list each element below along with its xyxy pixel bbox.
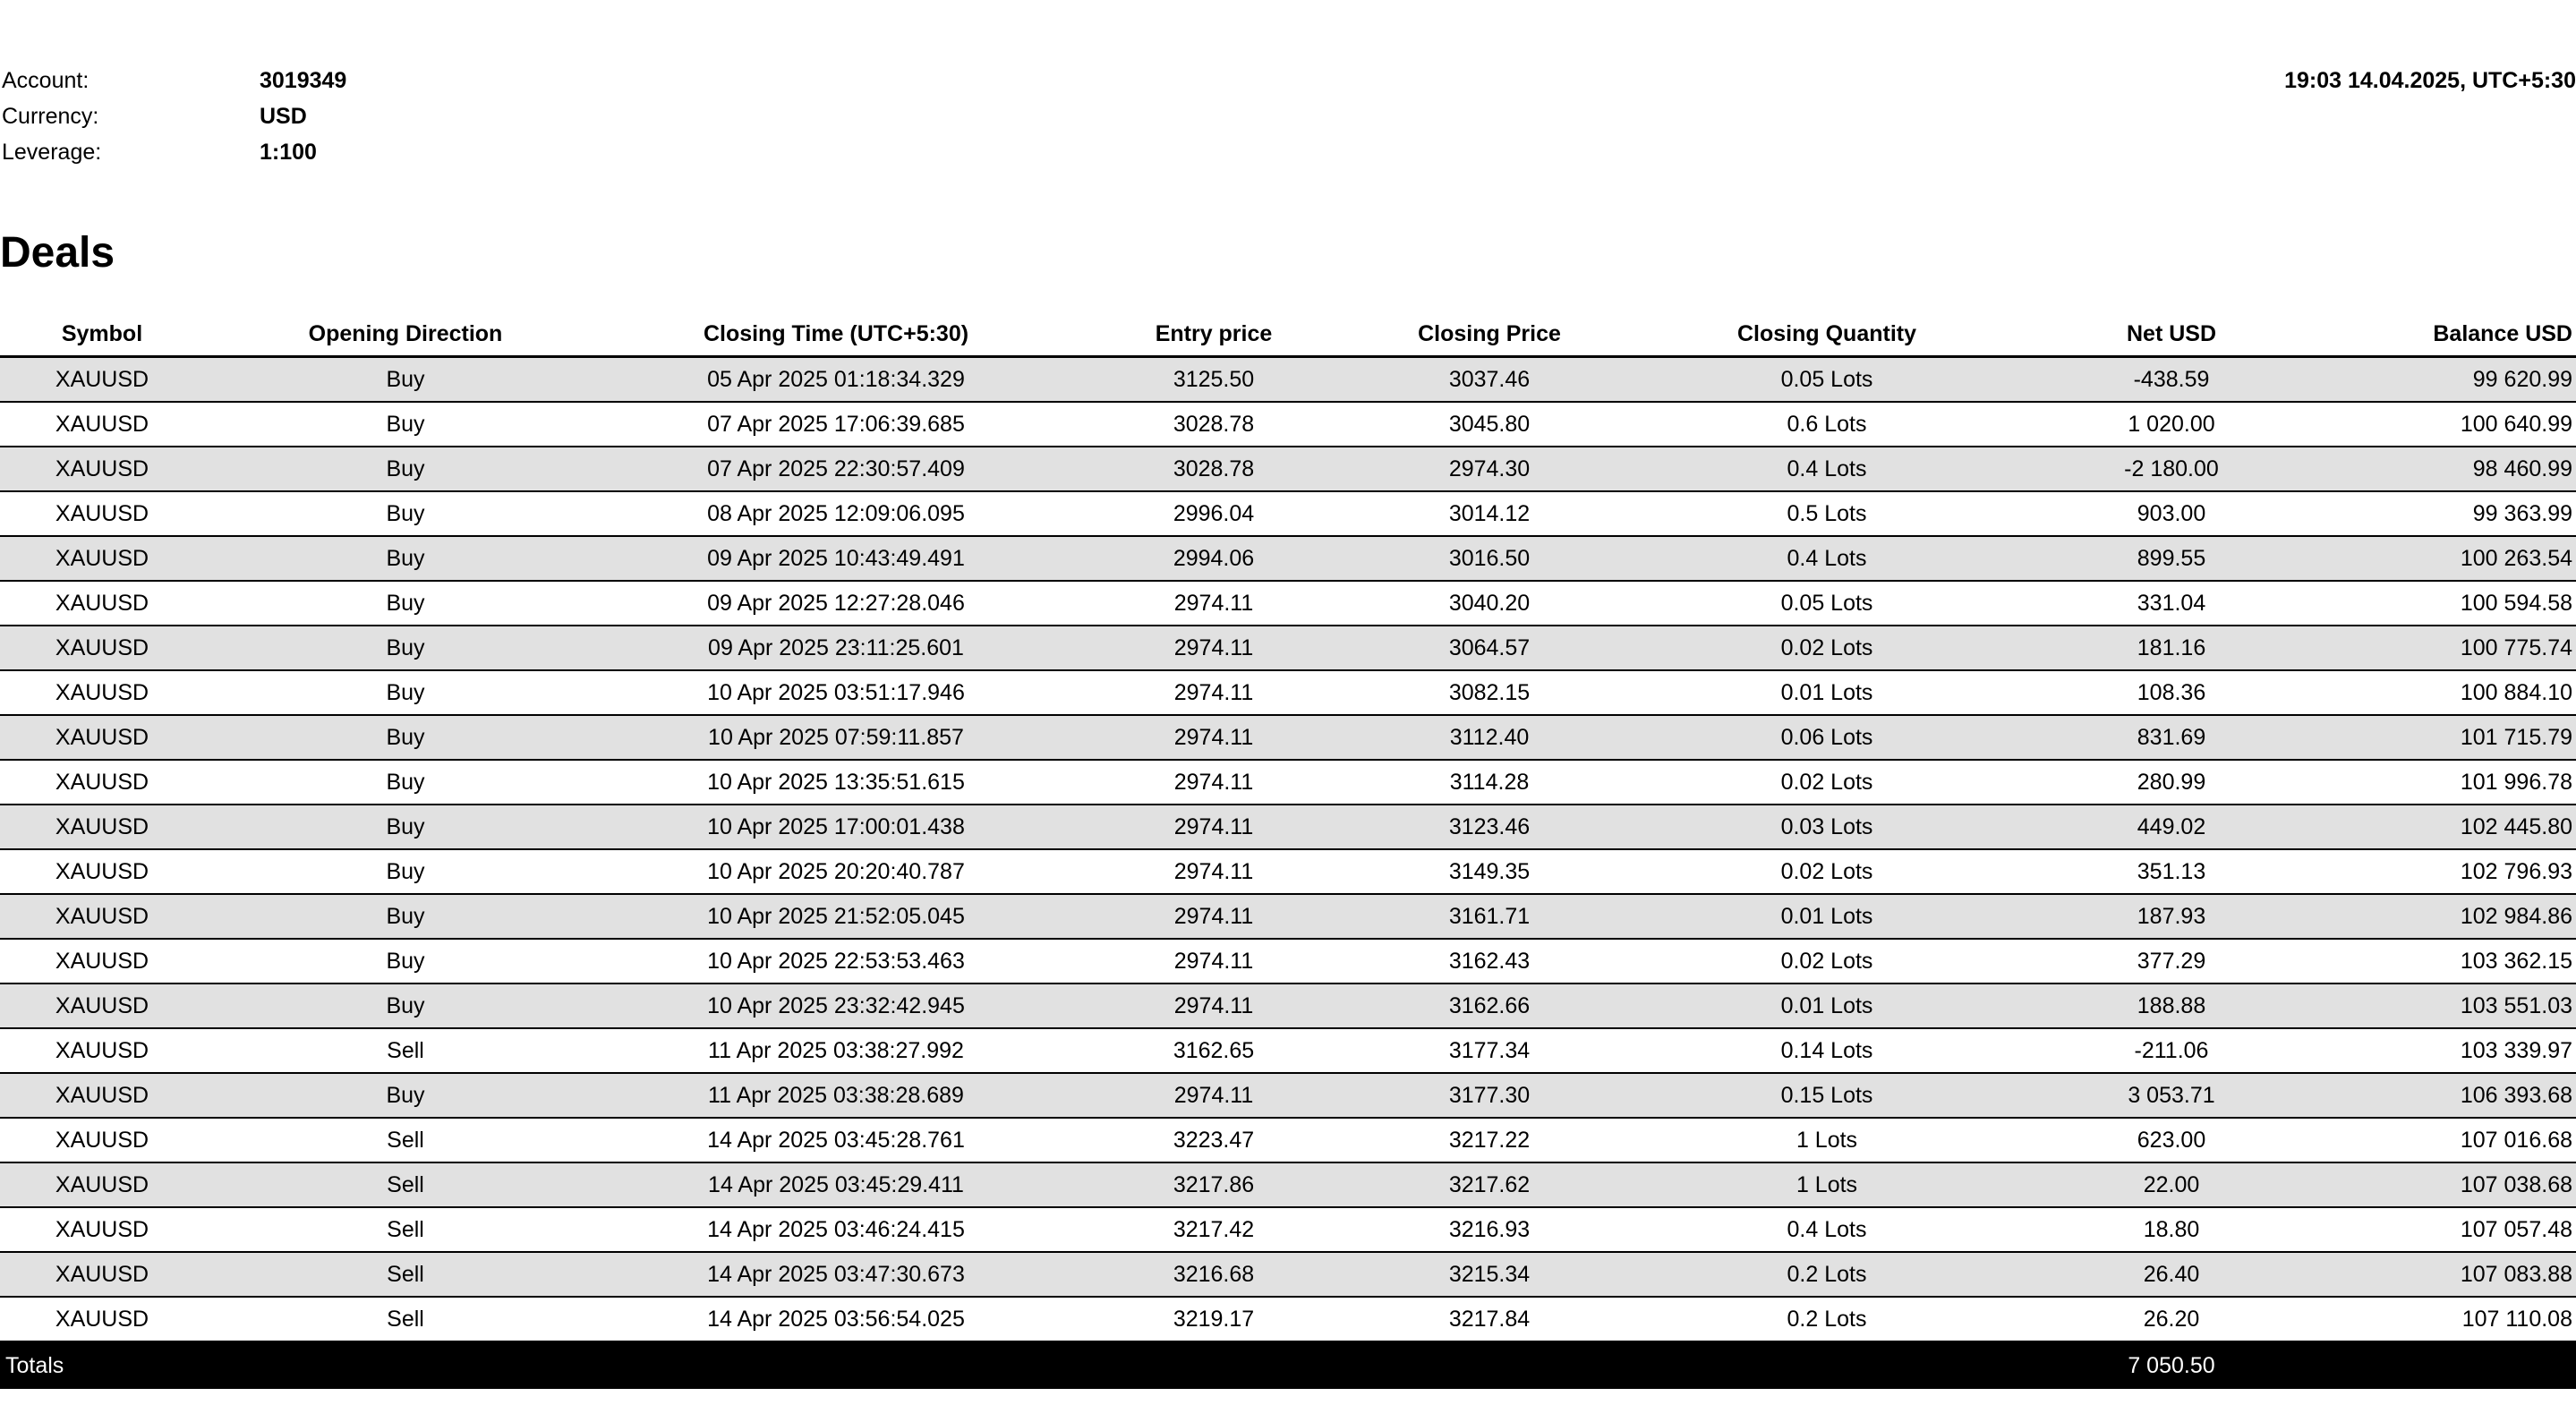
cell-balance-usd: 107 083.88 xyxy=(2306,1252,2576,1297)
cell-net-usd: 449.02 xyxy=(2037,805,2306,849)
cell-closing-price: 3014.12 xyxy=(1362,491,1616,536)
cell-closing-quantity: 0.4 Lots xyxy=(1616,1207,2037,1252)
table-row xyxy=(0,1252,2576,1297)
totals-empty-cell xyxy=(1616,1341,2037,1389)
cell-balance-usd: 103 551.03 xyxy=(2306,984,2576,1028)
cell-closing-price: 3123.46 xyxy=(1362,805,1616,849)
cell-opening-direction: Buy xyxy=(204,626,607,670)
cell-closing-price: 3217.84 xyxy=(1362,1297,1616,1341)
table-row xyxy=(0,1073,2576,1118)
cell-closing-time: 10 Apr 2025 21:52:05.045 xyxy=(607,894,1065,939)
cell-balance-usd: 99 620.99 xyxy=(2306,357,2576,403)
cell-entry-price: 2974.11 xyxy=(1065,849,1362,894)
cell-opening-direction: Buy xyxy=(204,402,607,447)
cell-net-usd: 1 020.00 xyxy=(2037,402,2306,447)
cell-balance-usd: 107 016.68 xyxy=(2306,1118,2576,1162)
account-info-header xyxy=(0,63,2576,170)
cell-closing-time: 10 Apr 2025 13:35:51.615 xyxy=(607,760,1065,805)
cell-entry-price: 2996.04 xyxy=(1065,491,1362,536)
column-header-symbol: Symbol xyxy=(0,313,204,357)
cell-opening-direction: Buy xyxy=(204,894,607,939)
table-row xyxy=(0,536,2576,581)
column-header-closing-time: Closing Time (UTC+5:30) xyxy=(607,313,1065,357)
cell-closing-time: 11 Apr 2025 03:38:27.992 xyxy=(607,1028,1065,1073)
cell-closing-quantity: 0.15 Lots xyxy=(1616,1073,2037,1118)
deals-table-body xyxy=(0,357,2576,1342)
table-row xyxy=(0,939,2576,984)
cell-closing-price: 3112.40 xyxy=(1362,715,1616,760)
cell-opening-direction: Buy xyxy=(204,715,607,760)
cell-closing-price: 3162.66 xyxy=(1362,984,1616,1028)
cell-entry-price: 2974.11 xyxy=(1065,626,1362,670)
section-title: Deals xyxy=(0,229,115,277)
cell-net-usd: 187.93 xyxy=(2037,894,2306,939)
cell-closing-time: 11 Apr 2025 03:38:28.689 xyxy=(607,1073,1065,1118)
cell-opening-direction: Sell xyxy=(204,1252,607,1297)
cell-symbol: XAUUSD xyxy=(0,1073,204,1118)
cell-closing-quantity: 0.02 Lots xyxy=(1616,939,2037,984)
cell-closing-time: 10 Apr 2025 07:59:11.857 xyxy=(607,715,1065,760)
cell-closing-time: 14 Apr 2025 03:45:29.411 xyxy=(607,1162,1065,1207)
cell-net-usd: 903.00 xyxy=(2037,491,2306,536)
cell-closing-price: 3215.34 xyxy=(1362,1252,1616,1297)
column-header-closing-price: Closing Price xyxy=(1362,313,1616,357)
column-header-entry-price: Entry price xyxy=(1065,313,1362,357)
cell-symbol: XAUUSD xyxy=(0,939,204,984)
cell-closing-price: 3177.34 xyxy=(1362,1028,1616,1073)
cell-symbol: XAUUSD xyxy=(0,805,204,849)
cell-opening-direction: Buy xyxy=(204,581,607,626)
cell-net-usd: -438.59 xyxy=(2037,357,2306,403)
column-header-closing-quantity: Closing Quantity xyxy=(1616,313,2037,357)
cell-entry-price: 3028.78 xyxy=(1065,447,1362,491)
cell-symbol: XAUUSD xyxy=(0,1118,204,1162)
table-row xyxy=(0,760,2576,805)
cell-symbol: XAUUSD xyxy=(0,581,204,626)
cell-net-usd: 623.00 xyxy=(2037,1118,2306,1162)
cell-net-usd: -2 180.00 xyxy=(2037,447,2306,491)
cell-symbol: XAUUSD xyxy=(0,1297,204,1341)
cell-entry-price: 2974.11 xyxy=(1065,1073,1362,1118)
cell-closing-time: 07 Apr 2025 17:06:39.685 xyxy=(607,402,1065,447)
cell-balance-usd: 102 984.86 xyxy=(2306,894,2576,939)
cell-closing-quantity: 0.2 Lots xyxy=(1616,1297,2037,1341)
cell-net-usd: 22.00 xyxy=(2037,1162,2306,1207)
leverage-value: 1:100 xyxy=(260,140,317,165)
cell-closing-quantity: 0.02 Lots xyxy=(1616,849,2037,894)
cell-balance-usd: 107 057.48 xyxy=(2306,1207,2576,1252)
cell-symbol: XAUUSD xyxy=(0,984,204,1028)
cell-opening-direction: Sell xyxy=(204,1207,607,1252)
table-header-row xyxy=(0,313,2576,357)
table-row xyxy=(0,1207,2576,1252)
cell-opening-direction: Buy xyxy=(204,939,607,984)
cell-net-usd: 26.20 xyxy=(2037,1297,2306,1341)
cell-entry-price: 3216.68 xyxy=(1065,1252,1362,1297)
table-row xyxy=(0,581,2576,626)
cell-balance-usd: 98 460.99 xyxy=(2306,447,2576,491)
cell-opening-direction: Sell xyxy=(204,1162,607,1207)
cell-balance-usd: 101 996.78 xyxy=(2306,760,2576,805)
cell-closing-time: 14 Apr 2025 03:46:24.415 xyxy=(607,1207,1065,1252)
table-row xyxy=(0,1297,2576,1341)
cell-closing-price: 3217.62 xyxy=(1362,1162,1616,1207)
cell-closing-price: 3217.22 xyxy=(1362,1118,1616,1162)
cell-closing-quantity: 0.06 Lots xyxy=(1616,715,2037,760)
cell-symbol: XAUUSD xyxy=(0,1028,204,1073)
cell-symbol: XAUUSD xyxy=(0,715,204,760)
cell-opening-direction: Sell xyxy=(204,1297,607,1341)
cell-closing-price: 3082.15 xyxy=(1362,670,1616,715)
cell-closing-quantity: 0.01 Lots xyxy=(1616,670,2037,715)
report-timestamp: 19:03 14.04.2025, UTC+5:30 xyxy=(2284,68,2576,93)
currency-value: USD xyxy=(260,104,307,129)
cell-balance-usd: 103 339.97 xyxy=(2306,1028,2576,1073)
cell-balance-usd: 100 640.99 xyxy=(2306,402,2576,447)
cell-opening-direction: Buy xyxy=(204,357,607,403)
table-row xyxy=(0,402,2576,447)
table-row xyxy=(0,849,2576,894)
cell-balance-usd: 107 038.68 xyxy=(2306,1162,2576,1207)
cell-closing-time: 14 Apr 2025 03:56:54.025 xyxy=(607,1297,1065,1341)
account-value: 3019349 xyxy=(260,68,347,93)
cell-entry-price: 2974.11 xyxy=(1065,670,1362,715)
cell-entry-price: 3217.86 xyxy=(1065,1162,1362,1207)
table-row xyxy=(0,626,2576,670)
totals-net-usd: 7 050.50 xyxy=(2037,1341,2306,1389)
cell-net-usd: 331.04 xyxy=(2037,581,2306,626)
cell-closing-price: 3216.93 xyxy=(1362,1207,1616,1252)
cell-net-usd: 108.36 xyxy=(2037,670,2306,715)
cell-symbol: XAUUSD xyxy=(0,447,204,491)
cell-entry-price: 2974.11 xyxy=(1065,939,1362,984)
cell-entry-price: 2974.11 xyxy=(1065,894,1362,939)
cell-entry-price: 3162.65 xyxy=(1065,1028,1362,1073)
cell-closing-time: 14 Apr 2025 03:47:30.673 xyxy=(607,1252,1065,1297)
cell-closing-time: 09 Apr 2025 23:11:25.601 xyxy=(607,626,1065,670)
cell-opening-direction: Buy xyxy=(204,1073,607,1118)
cell-net-usd: 181.16 xyxy=(2037,626,2306,670)
cell-net-usd: 351.13 xyxy=(2037,849,2306,894)
cell-closing-quantity: 0.01 Lots xyxy=(1616,894,2037,939)
cell-closing-quantity: 0.6 Lots xyxy=(1616,402,2037,447)
cell-closing-time: 10 Apr 2025 20:20:40.787 xyxy=(607,849,1065,894)
cell-balance-usd: 99 363.99 xyxy=(2306,491,2576,536)
cell-opening-direction: Buy xyxy=(204,536,607,581)
totals-empty-cell xyxy=(2306,1341,2576,1389)
cell-entry-price: 2974.11 xyxy=(1065,715,1362,760)
cell-entry-price: 2974.11 xyxy=(1065,984,1362,1028)
cell-symbol: XAUUSD xyxy=(0,1162,204,1207)
cell-symbol: XAUUSD xyxy=(0,626,204,670)
cell-entry-price: 2974.11 xyxy=(1065,581,1362,626)
cell-closing-price: 3161.71 xyxy=(1362,894,1616,939)
cell-symbol: XAUUSD xyxy=(0,670,204,715)
cell-entry-price: 2994.06 xyxy=(1065,536,1362,581)
cell-balance-usd: 100 775.74 xyxy=(2306,626,2576,670)
cell-entry-price: 2974.11 xyxy=(1065,805,1362,849)
cell-entry-price: 3125.50 xyxy=(1065,357,1362,403)
table-row xyxy=(0,984,2576,1028)
cell-closing-price: 3016.50 xyxy=(1362,536,1616,581)
cell-entry-price: 3219.17 xyxy=(1065,1297,1362,1341)
cell-entry-price: 2974.11 xyxy=(1065,760,1362,805)
cell-net-usd: 899.55 xyxy=(2037,536,2306,581)
cell-balance-usd: 102 445.80 xyxy=(2306,805,2576,849)
table-row xyxy=(0,491,2576,536)
cell-opening-direction: Buy xyxy=(204,670,607,715)
cell-opening-direction: Buy xyxy=(204,805,607,849)
leverage-label: Leverage: xyxy=(2,140,102,165)
column-header-net-usd: Net USD xyxy=(2037,313,2306,357)
cell-closing-quantity: 0.05 Lots xyxy=(1616,357,2037,403)
cell-net-usd: 188.88 xyxy=(2037,984,2306,1028)
cell-symbol: XAUUSD xyxy=(0,849,204,894)
cell-closing-time: 14 Apr 2025 03:45:28.761 xyxy=(607,1118,1065,1162)
cell-closing-quantity: 0.4 Lots xyxy=(1616,536,2037,581)
cell-net-usd: 3 053.71 xyxy=(2037,1073,2306,1118)
cell-closing-quantity: 0.5 Lots xyxy=(1616,491,2037,536)
cell-closing-price: 3162.43 xyxy=(1362,939,1616,984)
table-row xyxy=(0,894,2576,939)
account-label: Account: xyxy=(2,68,90,93)
totals-label: Totals xyxy=(0,1341,204,1389)
cell-closing-quantity: 0.14 Lots xyxy=(1616,1028,2037,1073)
cell-closing-price: 3114.28 xyxy=(1362,760,1616,805)
column-header-balance-usd: Balance USD xyxy=(2306,313,2576,357)
cell-balance-usd: 102 796.93 xyxy=(2306,849,2576,894)
cell-closing-quantity: 0.02 Lots xyxy=(1616,626,2037,670)
cell-net-usd: 377.29 xyxy=(2037,939,2306,984)
cell-opening-direction: Buy xyxy=(204,760,607,805)
cell-opening-direction: Sell xyxy=(204,1118,607,1162)
cell-closing-time: 07 Apr 2025 22:30:57.409 xyxy=(607,447,1065,491)
table-row xyxy=(0,357,2576,403)
table-row xyxy=(0,447,2576,491)
cell-closing-quantity: 0.05 Lots xyxy=(1616,581,2037,626)
currency-label: Currency: xyxy=(2,104,99,129)
cell-closing-price: 3037.46 xyxy=(1362,357,1616,403)
cell-symbol: XAUUSD xyxy=(0,1252,204,1297)
cell-closing-time: 09 Apr 2025 12:27:28.046 xyxy=(607,581,1065,626)
table-row xyxy=(0,1118,2576,1162)
cell-closing-time: 10 Apr 2025 23:32:42.945 xyxy=(607,984,1065,1028)
totals-empty-cell xyxy=(607,1341,1065,1389)
cell-opening-direction: Sell xyxy=(204,1028,607,1073)
cell-balance-usd: 100 263.54 xyxy=(2306,536,2576,581)
cell-balance-usd: 101 715.79 xyxy=(2306,715,2576,760)
cell-opening-direction: Buy xyxy=(204,984,607,1028)
cell-closing-price: 3149.35 xyxy=(1362,849,1616,894)
totals-empty-cell xyxy=(204,1341,607,1389)
cell-symbol: XAUUSD xyxy=(0,402,204,447)
cell-closing-time: 10 Apr 2025 03:51:17.946 xyxy=(607,670,1065,715)
cell-entry-price: 3217.42 xyxy=(1065,1207,1362,1252)
cell-net-usd: 280.99 xyxy=(2037,760,2306,805)
cell-closing-time: 10 Apr 2025 17:00:01.438 xyxy=(607,805,1065,849)
totals-empty-cell xyxy=(1065,1341,1362,1389)
cell-balance-usd: 100 884.10 xyxy=(2306,670,2576,715)
table-row xyxy=(0,1028,2576,1073)
cell-closing-quantity: 0.03 Lots xyxy=(1616,805,2037,849)
deals-table xyxy=(0,313,2576,1389)
table-row xyxy=(0,1162,2576,1207)
cell-closing-price: 3040.20 xyxy=(1362,581,1616,626)
cell-closing-price: 3045.80 xyxy=(1362,402,1616,447)
totals-empty-cell xyxy=(1362,1341,1616,1389)
cell-closing-quantity: 0.01 Lots xyxy=(1616,984,2037,1028)
cell-closing-time: 08 Apr 2025 12:09:06.095 xyxy=(607,491,1065,536)
cell-balance-usd: 107 110.08 xyxy=(2306,1297,2576,1341)
cell-symbol: XAUUSD xyxy=(0,357,204,403)
cell-symbol: XAUUSD xyxy=(0,760,204,805)
cell-entry-price: 3028.78 xyxy=(1065,402,1362,447)
cell-net-usd: 18.80 xyxy=(2037,1207,2306,1252)
cell-net-usd: 26.40 xyxy=(2037,1252,2306,1297)
cell-balance-usd: 106 393.68 xyxy=(2306,1073,2576,1118)
table-row xyxy=(0,805,2576,849)
cell-opening-direction: Buy xyxy=(204,447,607,491)
cell-closing-price: 3064.57 xyxy=(1362,626,1616,670)
cell-net-usd: -211.06 xyxy=(2037,1028,2306,1073)
cell-net-usd: 831.69 xyxy=(2037,715,2306,760)
column-header-opening-direction: Opening Direction xyxy=(204,313,607,357)
cell-opening-direction: Buy xyxy=(204,849,607,894)
cell-closing-quantity: 0.02 Lots xyxy=(1616,760,2037,805)
table-row xyxy=(0,670,2576,715)
cell-closing-time: 09 Apr 2025 10:43:49.491 xyxy=(607,536,1065,581)
totals-row xyxy=(0,1341,2576,1389)
cell-symbol: XAUUSD xyxy=(0,491,204,536)
cell-closing-price: 3177.30 xyxy=(1362,1073,1616,1118)
cell-closing-quantity: 1 Lots xyxy=(1616,1162,2037,1207)
cell-closing-time: 05 Apr 2025 01:18:34.329 xyxy=(607,357,1065,403)
cell-balance-usd: 103 362.15 xyxy=(2306,939,2576,984)
cell-balance-usd: 100 594.58 xyxy=(2306,581,2576,626)
cell-entry-price: 3223.47 xyxy=(1065,1118,1362,1162)
cell-symbol: XAUUSD xyxy=(0,1207,204,1252)
cell-closing-quantity: 0.2 Lots xyxy=(1616,1252,2037,1297)
cell-closing-time: 10 Apr 2025 22:53:53.463 xyxy=(607,939,1065,984)
cell-closing-price: 2974.30 xyxy=(1362,447,1616,491)
cell-opening-direction: Buy xyxy=(204,491,607,536)
cell-symbol: XAUUSD xyxy=(0,536,204,581)
table-row xyxy=(0,715,2576,760)
cell-closing-quantity: 1 Lots xyxy=(1616,1118,2037,1162)
cell-closing-quantity: 0.4 Lots xyxy=(1616,447,2037,491)
cell-symbol: XAUUSD xyxy=(0,894,204,939)
